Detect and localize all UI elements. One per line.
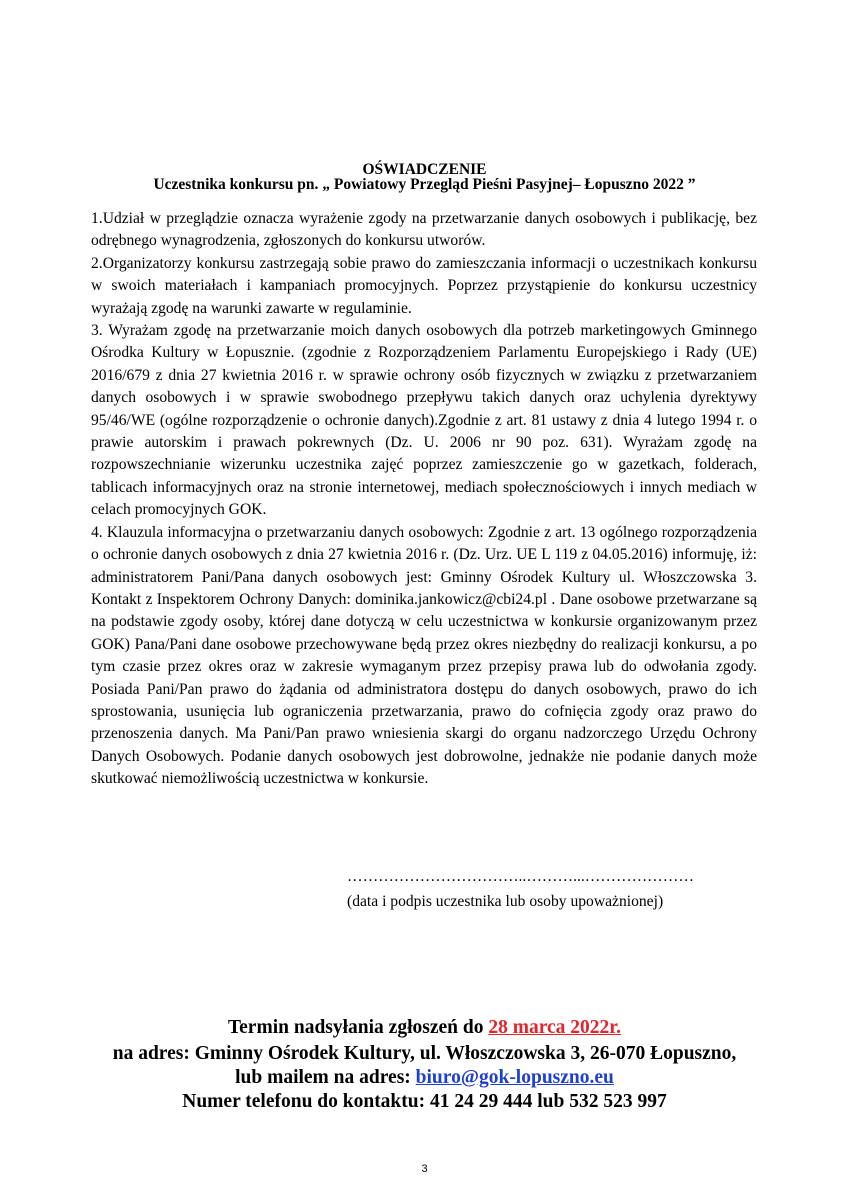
signature-line: ……………………………..………...………………… (347, 868, 694, 885)
address-line: na adres: Gminny Ośrodek Kultury, ul. Włoszczowska 3, 26-070 Łopuszno, (112, 1043, 737, 1064)
document-body (91, 208, 757, 791)
deadline-prefix: Termin nadsyłania zgłoszeń do (227, 1017, 489, 1038)
paragraph-2: 2.Organizatorzy konkursu zastrzegają sobie prawo do zamieszczania informacji o uczestnikach konkursu w swoich materiałach i kampaniach promocyjnych. Poprzez przystąpienie do konkursu uczestnicy wyrażają zgodę na warunki zawarte w regulaminie. (91, 254, 757, 317)
email-line (0, 1066, 849, 1089)
signature-caption: (data i podpis uczestnika lub osoby upoważnionej) (347, 893, 664, 910)
paragraph-1: 1.Udział w przeglądzie oznacza wyrażenie zgody na przetwarzanie danych osobowych i publikację, bez odrębnego wynagrodzenia, zgłoszonych do konkursu utworów. (91, 210, 757, 250)
email-prefix: lub mailem na adres: (235, 1067, 416, 1088)
document-subtitle: Uczestnika konkursu pn. „ Powiatowy Przegląd Pieśni Pasyjnej– Łopuszno 2022 ” (153, 176, 696, 193)
email-link[interactable]: biuro@gok-lopuszno.eu (415, 1067, 614, 1088)
deadline-date: 28 marca 2022r. (488, 1017, 622, 1038)
paragraph-3: 3. Wyrażam zgodę na przetwarzanie moich danych osobowych dla potrzeb marketingowych Gminnego Ośrodka Kultury w Łopusznie. (zgodnie z Rozporządzeniem Parlamentu Europejskiego i Rady (UE) 2016/679 z dnia 27 kwietnia 2016 r. w sprawie ochrony osób fizycznych w związku z przetwarzaniem danych osobowych i w sprawie swobodnego przepływu takich danych oraz uchylenia dyrektywy 95/46/WE (ogólne rozporządzenie o ochronie danych).Zgodnie z art. 81 ustawy z dnia 4 lutego 1994 r. o prawie autorskim i prawach pokrewnych (Dz. U. 2006 nr 90 poz. 631). Wyrażam zgodę na rozpowszechnianie wizerunku uczestnika zajęć poprzez zamieszczenie go w gazetkach, folderach, tablicach informacyjnych oraz na stronie internetowej, mediach społecznościowych i innych mediach w celach promocyjnych GOK. (91, 322, 757, 519)
page-number: 3 (421, 1163, 428, 1175)
deadline-line (0, 1016, 849, 1039)
paragraph-4: 4. Klauzula informacyjna o przetwarzaniu danych osobowych: Zgodnie z art. 13 ogólnego rozporządzenia o ochronie danych osobowych z dnia 27 kwietnia 2016 r. (Dz. Urz. UE L 119 z 04.05.2016) informuję, iż: administratorem Pani/Pana danych osobowych jest: Gminny Ośrodek Kultury ul. Włoszczowska 3. Kontakt z Inspektorem Ochrony Danych: dominika.jankowicz@cbi24.pl . Dane osobowe przetwarzane są na podstawie zgody osoby, której dane dotyczą w celu uczestnictwa w konkursie organizowanym przez GOK) Pana/Pani dane osobowe przechowywane będą przez okres niezbędny do realizacji konkursu, a po tym czasie przez okres oraz w zakresie wymaganym przez przepisy prawa lub do odwołania zgody. Posiada Pani/Pan prawo do żądania od administratora dostępu do danych osobowych, prawo do ich sprostowania, usunięcia lub ograniczenia przetwarzania, prawo do cofnięcia zgody oraz prawo do przenoszenia danych. Ma Pani/Pan prawo wniesienia skargi do organu nadzorczego Urzędu Ochrony Danych Osobowych. Podanie danych osobowych jest dobrowolne, jednakże nie podanie danych może skutkować niemożliwością uczestnictwa w konkursie. (91, 523, 757, 788)
phone-line: Numer telefonu do kontaktu: 41 24 29 444 lub 532 523 997 (182, 1091, 667, 1112)
document-title: OŚWIADCZENIE (362, 161, 487, 178)
